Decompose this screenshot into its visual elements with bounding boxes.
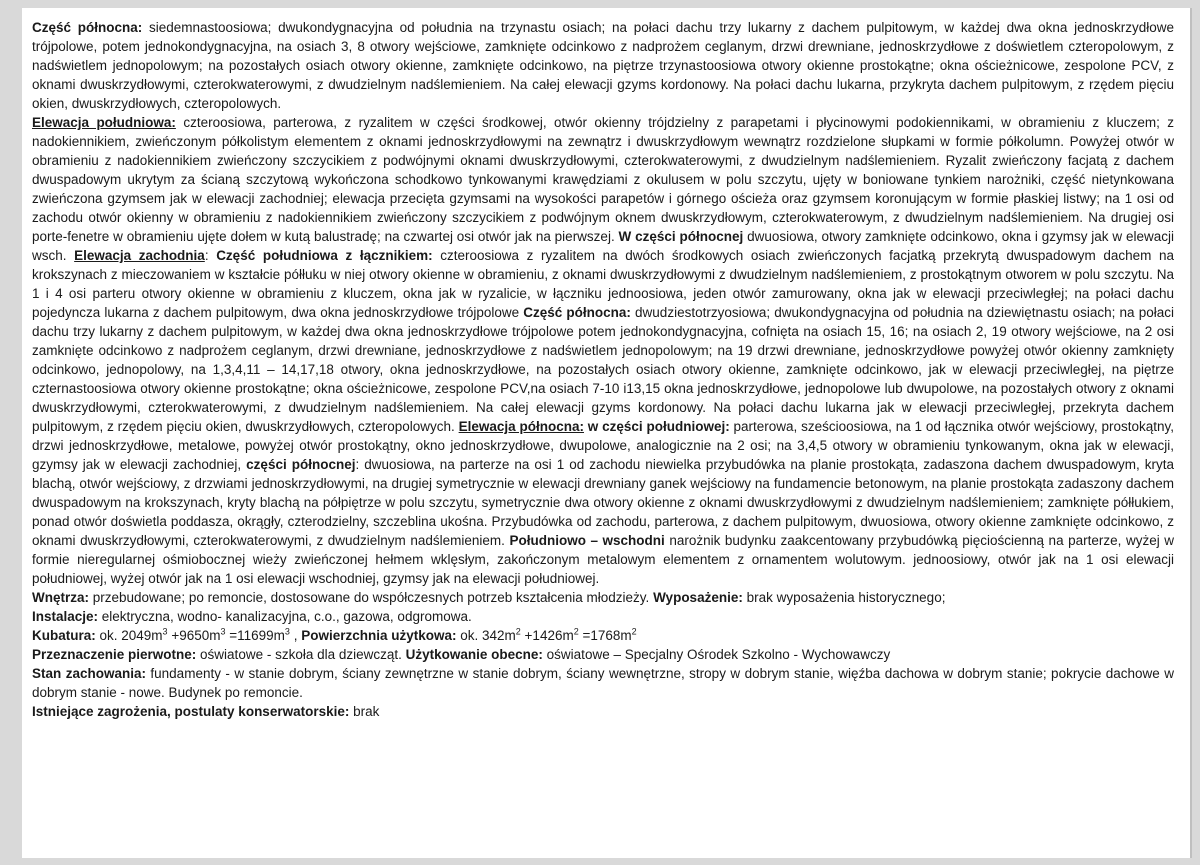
cubature-exponent-3: 3 <box>284 626 290 637</box>
installations-line <box>32 607 1174 626</box>
north-part-text: siedemnastoosiowa; dwukondygnacyjna od południa na trzynastu osiach; na połaci dachu trzy lukarny z dachem pulpitowym, w każdej dwa okna jednoskrzydłowe trójpolowe, potem jednokondygnacyjna, na osiach 3, 8 otwory wejściowe, zamknięte odcinkowo z nadprożem ceglanym, drzwi drewniane, jednoskrzydłowe z doświetlem czteropolowym, z nadświetlem jednopolowym; na pozostałych osiach otwory okienne, zamknięte odcinkowo, na piętrze trzynastoosiowa otwory okienne prostokątne; okna ościeżnicowe, zespolone PCV, z oknami dwuskrzydłowymi, czterokwaterowymi, z dwudzielnym nadślemieniem. Na całej elewacji gzyms kordonowy. Na połaci dachu lukarna, przykryta dachem pulpitowym, z rzędem pięciu okien, dwuskrzydłowych, czteropolowych. <box>32 20 1174 111</box>
usable-area-exponent-1: 2 <box>515 626 521 637</box>
cubature-separator: , <box>289 628 302 643</box>
north-south-part-text: parterowa, sześcioosiowa, na 1 od łącznika otwór wejściowy, prostokątny, drzwi jednoskrzydłowe, metalowe, powyżej otwór prostokątny, okno jednoskrzydłowe, dwupolowe, analogicznie na 2 osi; na 3,4,5 otwory w obramieniu tynkowanym, okna jak w elewacji, gzymsy jak w elewacji zachodniej, <box>32 419 1174 472</box>
cubature-line <box>32 626 1174 645</box>
threats-value: brak <box>349 704 380 719</box>
west-north-part-heading: Część północna: <box>523 305 631 320</box>
usable-area-exponent-2: 2 <box>573 626 579 637</box>
facade-description-paragraph <box>32 18 1174 588</box>
equipment-label: Wyposażenie: <box>653 590 743 605</box>
west-facade-heading: Elewacja zachodnia <box>74 248 205 263</box>
west-south-part-heading: Część południowa z łącznikiem: <box>216 248 433 263</box>
north-north-part-heading: części północnej <box>246 457 356 472</box>
usable-area-value-2: +1426m <box>520 628 574 643</box>
current-use-value: oświatowe – Specjalny Ośrodek Szkolno - Wychowawczy <box>542 647 891 662</box>
interiors-label: Wnętrza: <box>32 590 89 605</box>
interiors-value: przebudowane; po remoncie, dostosowane do współczesnych potrzeb kształcenia młodzieży. <box>89 590 654 605</box>
document-body <box>32 18 1174 721</box>
west-south-part-text: czteroosiowa z ryzalitem na dwóch środkowych osiach zwieńczonych facjatką przekrytą dwuspadowym dachem na krokszynach z mieczowaniem w kształcie półłuku w niej otwory okienne w obramieniu, z oknami dwuskrzydłowymi z dwudzielnym nadślemieniem, z prostokątnym otworem w polu szczytu. Na 1 i 4 osi parteru otwory okienne w obramieniu z kluczem, okna jak w ryzalicie, w łączniku jednoosiowa, jeden otwór zamurowany, okna jak w elewacji przeciwległej; na połaci dachu pojedyncza lukarna z dachem pulpitowym, dwa okna jednoskrzydłowe trójpolowe <box>32 248 1174 320</box>
equipment-value: brak wyposażenia historycznego; <box>742 590 946 605</box>
original-use-value: oświatowe - szkoła dla dziewcząt. <box>196 647 406 662</box>
cubature-value-2: +9650m <box>167 628 221 643</box>
south-facade-text: czteroosiowa, parterowa, z ryzalitem w części środkowej, otwór okienny trójdzielny z parapetami i płycinowymi podokiennikami, w obramieniu z kluczem; z nadokiennikiem, zwieńczonym półkolistym elementem z oknami jednoskrzydłowymi na zewnątrz i dwuskrzydłowym wewnątrz rozdzielone słupkami w formie półkolumn. Powyżej otwór w obramieniu z nadokiennikiem zwieńczony szczycikiem z podwójnymi oknami dwuskrzydłowymi, czterokwaterowymi, z dwudzielnym nadślemieniem. Ryzalit zwieńczony facjatą z dachem dwuspadowym ukrytym za ścianą szczytową wykończona schodkowo tynkowanymi krawędziami z okulusem w polu szczytu, ujęty w boniowane tynkiem narożniki, część nietynkowana zwieńczona gzymsem jak w elewacji zachodniej; elewacja przecięta gzymsami na wysokości parapetów i górnego ościeża oraz gzymsem koronującym w formie płaskiej listwy; na 1 osi od zachodu otwór okienny w obramieniu z nadokiennikiem zwieńczony szczycikiem z podwójnym oknem dwuskrzydłowym, czterokwaterowym, z dwudzielnym nadślemieniem. Na drugiej osi porte-fenetre w obramieniu ujęte dołem w kutą balustradę; na czwartej osi otwór jak na pierwszej. <box>32 115 1174 244</box>
southeast-corner-text: narożnik budynku zaakcentowany przybudówką pięciościenną na parterze, wyżej w formie nieregularnej ośmiobocznej wieży zwieńczonej hełmem wklęsłym, zakończonym metalowym elementem z ornamentem wolutowym. jednoosiowy, otwór jak na 1 osi elewacji południowej, wyżej otwór jak na 1 osi elewacji wschodniej, gzymsy jak na elewacji południowej. <box>32 533 1175 586</box>
cubature-value-3: =11699m <box>225 628 285 643</box>
condition-value: fundamenty - w stanie dobrym, ściany zewnętrzne w stanie dobrym, ściany wewnętrzne, stropy w dobrym stanie, więźba dachowa w dobrym stanie; pokrycie dachowe w dobrym stanie - nowe. Budynek po remoncie. <box>32 666 1174 700</box>
north-north-part-text: : dwuosiowa, na parterze na osi 1 od zachodu niewielka przybudówka na planie prostokąta, zadaszona dachem dwuspadowym, kryta blachą, otwór wejściowy, z drzwiami jednoskrzydłowymi, na drugiej symetrycznie w elewacji drewniany ganek wejściowy na fundamencie betonowym, na planie prostokąta zadaszony dachem dwuspadowym na krokszynach, kryty blachą na półpiętrze w polu szczytu, symetrycznie dwa otwory okienne z oknami dwuskrzydłowymi z dwudzielnym nadślemieniem; zamknięte półłukiem, ponad otwór doświetla poddasza, okrągły, czterodzielny, szczeblina ukośna. Przybudówka od zachodu, parterowa, z dachem pulpitowym, dwuosiowa, otwory okienne zamknięte odcinkowo, z oknami dwuskrzydłowymi, czterokwaterowymi, z dwudzielnym nadślemieniem. <box>32 457 1174 548</box>
north-facade-heading: Elewacja północna: <box>458 419 584 434</box>
usable-area-value-1: ok. 342m <box>456 628 516 643</box>
north-part-heading: Część północna: <box>32 20 143 35</box>
threats-label: Istniejące zagrożenia, postulaty konserwatorskie: <box>32 704 350 719</box>
cubature-value-1: ok. 2049m <box>95 628 163 643</box>
cubature-exponent-2: 3 <box>220 626 226 637</box>
condition-line <box>32 664 1174 702</box>
current-use-label: Użytkowanie obecne: <box>405 647 543 662</box>
interiors-line <box>32 588 1174 607</box>
installations-label: Instalacje: <box>32 609 99 624</box>
usage-line <box>32 645 1174 664</box>
threats-line <box>32 702 1174 721</box>
west-north-part-text: dwudziestotrzyosiowa; dwukondygnacyjna od południa na dziewiętnastu osiach; na połaci dachu trzy lukarny z dachem pulpitowym, w każdej dwa okna jednoskrzydłowe trójpolowe potem jednokondygnacyjna, cofnięta na osiach 15, 16; na osiach 2, 19 otwory wejściowe, na 2 osi zamknięte odcinkowo z nadprożem ceglanym, drzwi drewniane, jednoskrzydłowe z nadświetlem jednopolowym; na 19 drzwi drewniane, jednoskrzydłowe powyżej otwór okienny zamknięty odcinkowo, jednopolowy, na 1,3,4,11 – 14,17,18 otwory, okna jednoskrzydłowe, na pozostałych osiach otwory okienne, zamknięte odcinkowo, jak w elewacji przeciwległej, na piętrze czternastoosiowa otwory okienne prostokątne; okna ościeżnicowe, zespolone PCV,na osiach 7-10 i13,15 okna jednoskrzydłowe, jednopolowe lub dwupolowe, na pozostałych otwory z oknami dwuskrzydłowymi, czterokwaterowymi, z dwudzielnym nadślemieniem. Na całej elewacji gzyms kordonowy. Na połaci dachu lukarna jak w elewacji przeciwległej, przekryta dachem pulpitowym, z rzędem pięciu okien, dwuskrzydłowych, czteropolowych. <box>32 305 1174 434</box>
west-facade-colon: : <box>204 248 217 263</box>
usable-area-value-3: =1768m <box>578 628 632 643</box>
condition-label: Stan zachowania: <box>32 666 146 681</box>
installations-value: elektryczna, wodno- kanalizacyjna, c.o., gazowa, odgromowa. <box>98 609 472 624</box>
original-use-label: Przeznaczenie pierwotne: <box>32 647 197 662</box>
north-south-part-heading: w części południowej: <box>583 419 730 434</box>
usable-area-exponent-3: 2 <box>631 626 637 637</box>
south-north-part-heading: W części północnej <box>618 229 744 244</box>
cubature-exponent-1: 3 <box>162 626 168 637</box>
cubature-label: Kubatura: <box>32 628 96 643</box>
document-sheet <box>22 8 1192 858</box>
south-facade-heading: Elewacja południowa: <box>32 115 176 130</box>
south-north-part-text: dwuosiowa, otwory zamknięte odcinkowo, okna i gzymsy jak w elewacji wsch. <box>32 229 1174 263</box>
southeast-corner-heading: Południowo – wschodni <box>509 533 665 548</box>
usable-area-label: Powierzchnia użytkowa: <box>301 628 457 643</box>
